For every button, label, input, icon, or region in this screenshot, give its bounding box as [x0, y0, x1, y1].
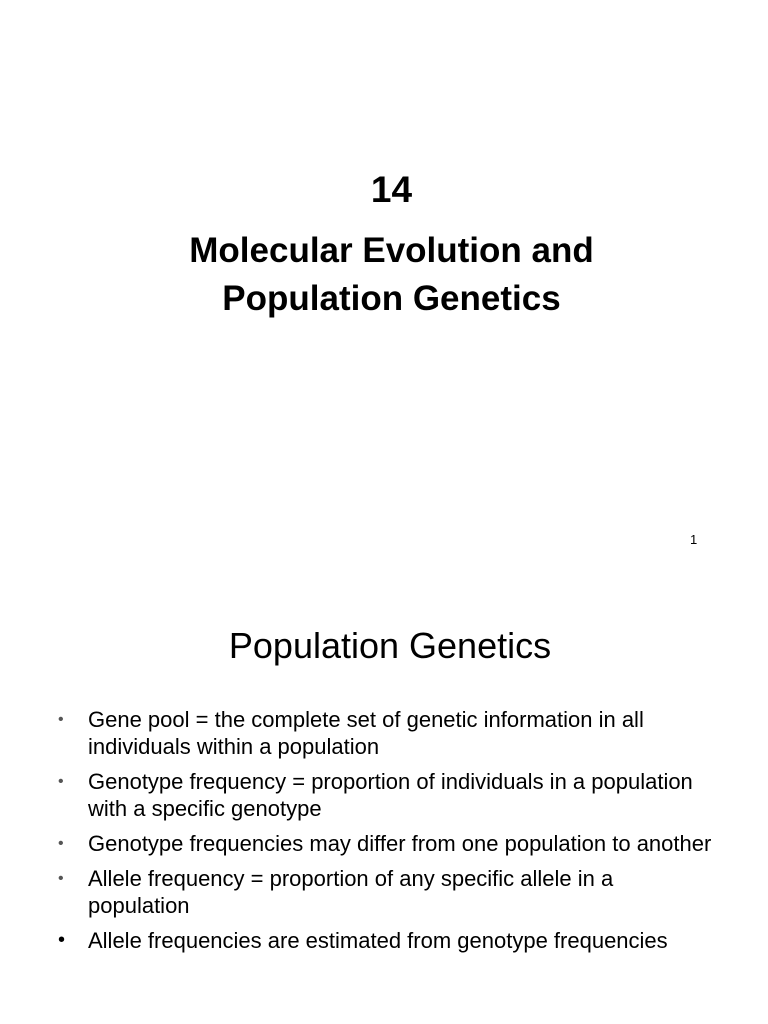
bullet-icon: • [58, 711, 64, 728]
content-slide [0, 580, 768, 1024]
section-heading: Population Genetics [228, 625, 552, 666]
chapter-number: 14 [370, 169, 413, 210]
bullet-text: Allele frequencies are estimated from genotype frequencies [88, 928, 668, 953]
bullet-text: Genotype frequencies may differ from one population to another [88, 831, 712, 856]
bullet-item [56, 830, 716, 857]
bullet-icon: • [58, 773, 64, 790]
bullet-item [56, 706, 716, 760]
deck-title-line-2: Population Genetics [222, 279, 561, 318]
bullet-item [56, 865, 716, 919]
bullet-text: Allele frequency = proportion of any specific allele in a population [88, 866, 614, 918]
bullet-text: Gene pool = the complete set of genetic information in all individuals within a population [88, 707, 644, 759]
deck-title [0, 227, 768, 323]
slide-number: 1 [690, 532, 698, 547]
bullet-item [56, 768, 716, 822]
bullet-item [56, 927, 716, 954]
bullet-text: Genotype frequency = proportion of individuals in a population with a specific genotype [88, 769, 693, 821]
bullet-icon: • [58, 835, 64, 852]
bullet-icon: • [58, 929, 66, 951]
deck-title-line-1: Molecular Evolution and [189, 231, 594, 270]
bullet-icon: • [58, 870, 64, 887]
bullet-list [56, 706, 716, 962]
